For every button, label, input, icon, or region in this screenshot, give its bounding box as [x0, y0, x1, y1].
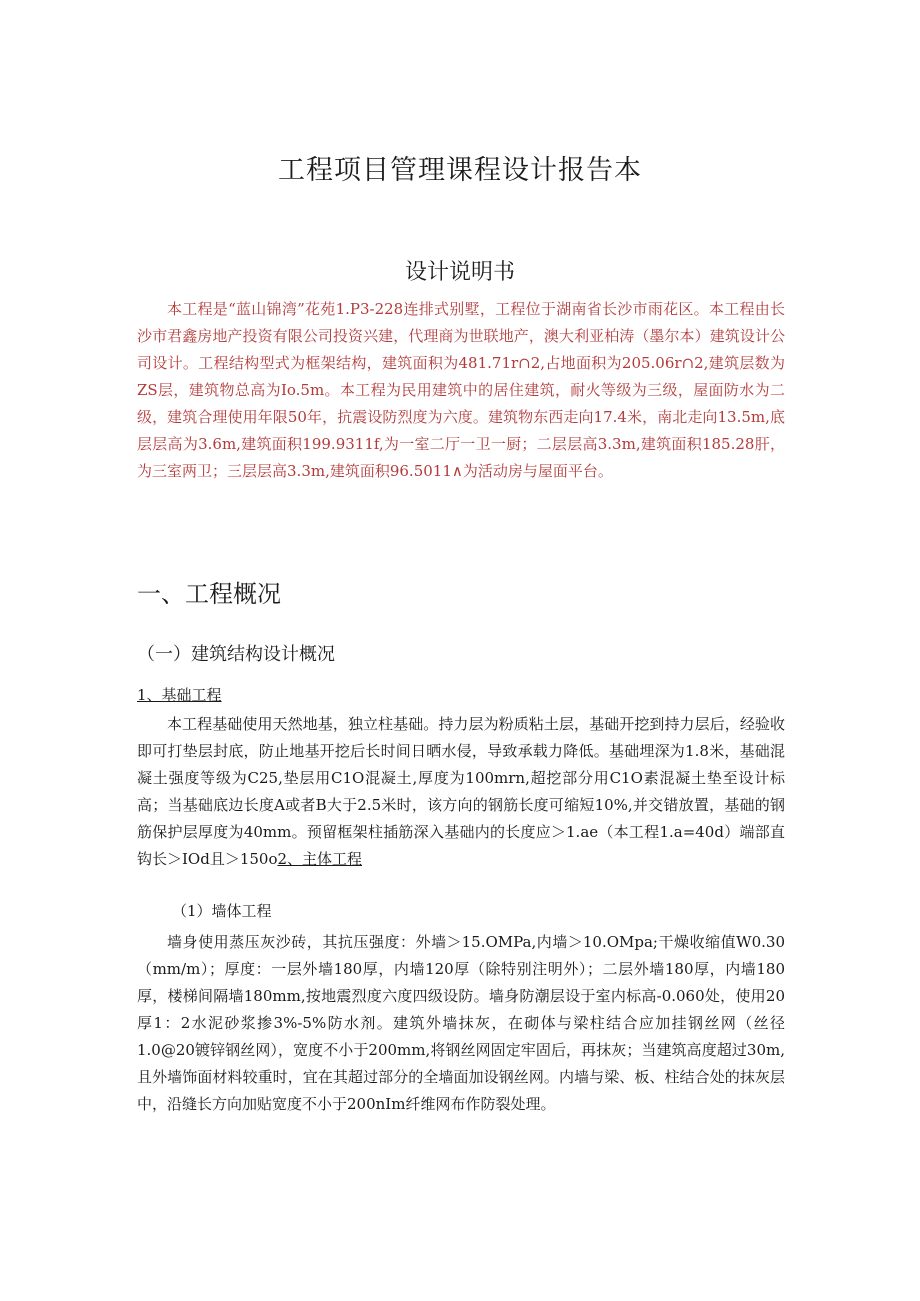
- subsection-heading-structure: （一）建筑结构设计概况: [137, 644, 335, 665]
- item-heading-wall: （1）墙体工程: [172, 902, 272, 920]
- section-heading-overview: 一、工程概况: [137, 580, 281, 608]
- item-heading-foundation: 1、基础工程: [137, 686, 222, 704]
- foundation-paragraph: [137, 711, 785, 873]
- wall-paragraph: 墙身使用蒸压灰沙砖，其抗压强度：外墙＞15.OMPa,内墙＞10.OMpa;干燥收缩值W0.30（mm/m）；厚度：一层外墙180厚，内墙120厚（除特别注明外）；二层外墙180厚，内墙180厚，楼梯间隔墙180mm,按地震烈度六度四级设防。墙身防潮层设于室内标高-0.060处，使用20厚1：2水泥砂浆掺3%-5%防水剂。建筑外墙抹灰，在砌体与梁柱结合应加挂钢丝网（丝径1.0@20镀锌钢丝网），宽度不小于200mm,将钢丝网固定牢固后，再抹灰；当建筑高度超过30m,且外墙饰面材料较重时，宜在其超过部分的全墙面加设钢丝网。内墙与梁、板、柱结合处的抹灰层中，沿缝长方向加贴宽度不小于200nIm纤维网布作防裂处理。: [137, 933, 785, 1113]
- document-title: 工程项目管理课程设计报告本: [278, 155, 642, 186]
- item-heading-main-structure: 2、主体工程: [277, 850, 363, 868]
- intro-paragraph: 本工程是“蓝山锦湾”花苑1.P3-228连排式别墅，工程位于湖南省长沙市雨花区。本工程由长沙市君鑫房地产投资有限公司投资兴建，代理商为世联地产，澳大利亚柏涛（墨尔本）建筑设计公司设计。工程结构型式为框架结构，建筑面积为481.71r∩2,占地面积为205.06r∩2,建筑层数为ZS层，建筑物总高为Io.5m。本工程为民用建筑中的居住建筑，耐火等级为三级，屋面防水为二级，建筑合理使用年限50年，抗震设防烈度为六度。建筑物东西走向17.4米，南北走向13.5m,底层层高为3.6m,建筑面积199.9311f,为一室二厅一卫一厨；二层层高3.3m,建筑面积185.28肝，为三室两卫；三层层高3.3m,建筑面积96.5011∧为活动房与屋面平台。: [137, 300, 785, 480]
- foundation-text: 本工程基础使用天然地基，独立柱基础。持力层为粉质粘土层，基础开挖到持力层后，经验收即可打垫层封底，防止地基开挖后长时间日晒水侵，导致承载力降低。基础埋深为1.8米，基础混凝土强度等级为C25,垫层用C1O混凝土,厚度为100mrn,超挖部分用C1O素混凝土垫至设计标高；当基础底边长度A或者B大于2.5米时，该方向的钢筋长度可缩短10%,并交错放置，基础的钢筋保护层厚度为40mm。预留框架柱插筋深入基础内的长度应＞1.ae（本工程1.a=40d）端部直钩长＞IOd且＞150o: [137, 715, 785, 868]
- document-subtitle: 设计说明书: [404, 260, 515, 285]
